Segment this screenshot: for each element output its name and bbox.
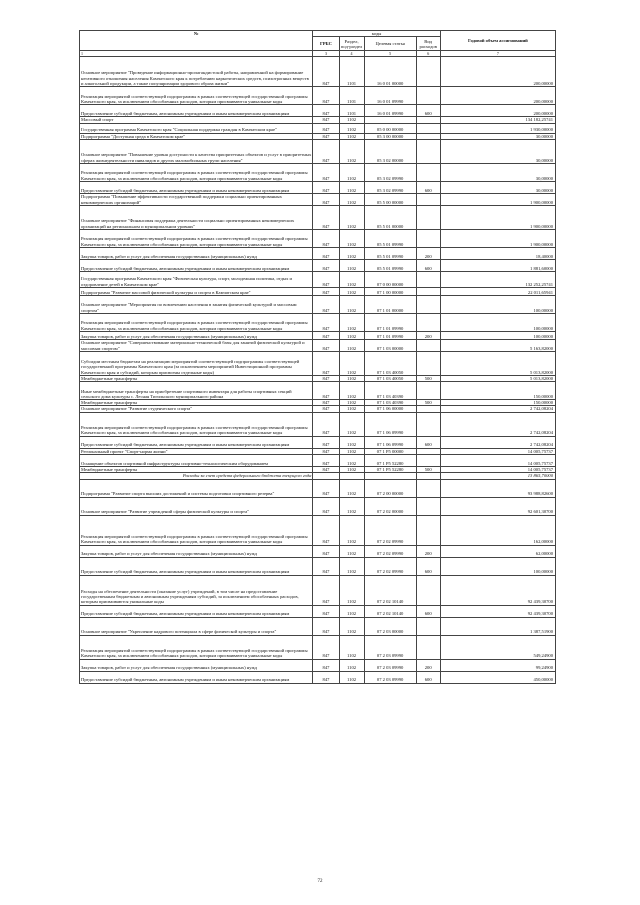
row-amount: 30,00000	[440, 163, 555, 181]
row-grbs: 847	[313, 659, 339, 671]
row-name: Государственная программа Камчатского края "Физическая культура, спорт, молодежная политика, отдых и оздоровление детей в Камчатском крае"	[80, 271, 313, 287]
table-row	[80, 139, 556, 163]
table-row	[80, 193, 556, 205]
row-target-article: 16 0 01 09990	[364, 105, 416, 117]
row-amount: 30,00000	[440, 139, 555, 163]
row-grbs: 847	[313, 193, 339, 205]
row-name: Закупка товаров, работ и услуг для обеспечения государственных (муниципальных) нужд	[80, 331, 313, 339]
row-grbs: 847	[313, 351, 339, 375]
row-grbs: 847	[313, 617, 339, 635]
table-row	[80, 436, 556, 448]
row-target-article: 07 2 02 09990	[364, 557, 416, 575]
row-grbs: 847	[313, 133, 339, 139]
row-target-article: 07 1 06 09990	[364, 412, 416, 436]
row-name: Реализация мероприятий соответствующей подпрограммы в рамках соответствующей государственной программы Камчатского края, за исключением обособленных расходов, которым присваиваются уникальные коды	[80, 229, 313, 247]
row-amount: 92 439,30700	[440, 605, 555, 617]
row-grbs: 847	[313, 123, 339, 133]
row-name: Подпрограмма "Доступная среда в Камчатском крае"	[80, 133, 313, 139]
row-target-article: 07 2 03 09990	[364, 659, 416, 671]
row-target-article: 16 0 01 00000	[364, 57, 416, 87]
row-grbs: 847	[313, 117, 339, 123]
row-name: Основное мероприятие "Укрепление кадрового потенциала в сфере физической культуры и спорта"	[80, 617, 313, 635]
row-grbs: 847	[313, 436, 339, 448]
row-section: 1102	[339, 193, 364, 205]
row-target-article: 07 1 06 09990	[364, 436, 416, 448]
row-section: 1102	[339, 635, 364, 659]
table-row	[80, 617, 556, 635]
row-section: 1102	[339, 133, 364, 139]
row-amount: 18,40000	[440, 247, 555, 259]
row-amount: 92 601,30700	[440, 497, 555, 515]
row-grbs: 847	[313, 497, 339, 515]
row-target-article: 07 2 03 09990	[364, 671, 416, 683]
row-name: Закупка товаров, работ и услуг для обеспечения государственных (муниципальных) нужд	[80, 247, 313, 259]
row-expense-type	[416, 339, 440, 351]
row-name: Основное мероприятие "Развитие студенческого спорта"	[80, 406, 313, 412]
row-amount: 132 252,25741	[440, 271, 555, 287]
row-target-article: 05 5 01 09990	[364, 259, 416, 271]
row-grbs: 847	[313, 205, 339, 229]
col-header-name: №	[80, 31, 313, 51]
row-section: 1102	[339, 295, 364, 313]
row-target-article: 07 1 06 00000	[364, 406, 416, 412]
row-name: Государственная программа Камчатского края "Социальная поддержка граждан в Камчатском крае"	[80, 123, 313, 133]
row-expense-type	[416, 57, 440, 87]
row-grbs: 847	[313, 259, 339, 271]
row-amount: 5 013,82000	[440, 351, 555, 375]
table-row	[80, 557, 556, 575]
row-expense-type	[416, 617, 440, 635]
row-target-article: 07 1 03 40050	[364, 375, 416, 381]
row-name: Массовый спорт	[80, 117, 313, 123]
row-grbs: 847	[313, 605, 339, 617]
row-target-article: 05 3 02 09990	[364, 163, 416, 181]
table-row	[80, 339, 556, 351]
row-section: 1102	[339, 479, 364, 497]
row-target-article: 07 2 02 09990	[364, 515, 416, 545]
row-section: 1102	[339, 139, 364, 163]
row-section: 1102	[339, 455, 364, 467]
row-name: Межбюджетные трансферты	[80, 467, 313, 473]
row-amount: 5 163,82000	[440, 339, 555, 351]
row-section: 1102	[339, 339, 364, 351]
row-grbs: 847	[313, 163, 339, 181]
row-target-article: 07 2 02 10140	[364, 605, 416, 617]
table-row	[80, 271, 556, 287]
row-grbs: 847	[313, 557, 339, 575]
row-name: Реализация мероприятий соответствующей подпрограммы в рамках соответствующей государственной программы Камчатского края, за исключением обособленных расходов, которым присваиваются уникальные коды	[80, 163, 313, 181]
row-expense-type: 600	[416, 671, 440, 683]
row-target-article: 07 1 01 09990	[364, 313, 416, 331]
row-expense-type	[416, 271, 440, 287]
table-row	[80, 259, 556, 271]
row-target-article: 05 3 00 00000	[364, 133, 416, 139]
row-grbs: 847	[313, 479, 339, 497]
row-amount: 1 930,00000	[440, 123, 555, 133]
row-section: 1101	[339, 87, 364, 105]
row-grbs: 847	[313, 87, 339, 105]
row-target-article: 07 1 P5 52280	[364, 467, 416, 473]
row-amount: 2 742,08204	[440, 412, 555, 436]
row-grbs: 847	[313, 455, 339, 467]
row-expense-type	[416, 412, 440, 436]
row-grbs: 847	[313, 287, 339, 295]
col-header-sum: Годовой объем ассигнований	[440, 31, 555, 51]
row-amount: 1 900,00000	[440, 193, 555, 205]
row-expense-type	[416, 479, 440, 497]
row-grbs: 847	[313, 375, 339, 381]
row-section: 1102	[339, 351, 364, 375]
row-name: Расходы на обеспечение деятельности (оказание услуг) учреждений, в том числе на предоставление государственным бюджетным и автономным учреждениям субсидий, за исключением обособленных расходов, которым присваиваются уникальные коды	[80, 575, 313, 605]
row-amount: 2 742,08204	[440, 406, 555, 412]
table-row	[80, 575, 556, 605]
row-section: 1102	[339, 375, 364, 381]
row-name: Основное мероприятие "Финансовая поддержка деятельности социально ориентированных некоммерческих организаций на региональном и муниципальном уровнях"	[80, 205, 313, 229]
row-expense-type	[416, 382, 440, 400]
row-expense-type	[416, 497, 440, 515]
row-expense-type	[416, 205, 440, 229]
row-name: Предоставление субсидий бюджетным, автономным учреждениям и иным некоммерческим организациям	[80, 436, 313, 448]
col-header-codes: коды	[313, 31, 440, 37]
row-grbs: 847	[313, 339, 339, 351]
row-expense-type	[416, 295, 440, 313]
row-section: 1102	[339, 331, 364, 339]
row-name: Реализация мероприятий соответствующей подпрограммы в рамках соответствующей государственной программы Камчатского края, за исключением обособленных расходов, которым присваиваются уникальные коды	[80, 313, 313, 331]
table-row	[80, 247, 556, 259]
col-header-rz: Раздел, под-раздел	[340, 38, 363, 49]
table-row	[80, 605, 556, 617]
row-amount: 13 865,70000	[440, 473, 555, 479]
row-section: 1102	[339, 271, 364, 287]
row-section: 1102	[339, 545, 364, 557]
row-expense-type	[416, 575, 440, 605]
row-section: 1102	[339, 515, 364, 545]
row-expense-type	[416, 229, 440, 247]
row-grbs: 847	[313, 57, 339, 87]
row-grbs: 847	[313, 406, 339, 412]
row-amount: 162,00000	[440, 515, 555, 545]
row-grbs: 847	[313, 515, 339, 545]
row-amount: 5 013,82000	[440, 375, 555, 381]
row-amount: 1 881,60000	[440, 259, 555, 271]
row-section: 1102	[339, 181, 364, 193]
row-section: 1102	[339, 400, 364, 406]
row-name: Основное мероприятие "Совершенствование материально-технической базы для занятий физической культурой и массовым спортом"	[80, 339, 313, 351]
row-target-article: 05 5 01 09990	[364, 229, 416, 247]
row-expense-type: 600	[416, 557, 440, 575]
row-target-article: 05 5 01 09990	[364, 247, 416, 259]
table-row	[80, 479, 556, 497]
row-target-article: 07 1 P5 52280	[364, 455, 416, 467]
row-target-article: 07 1 03 40390	[364, 400, 416, 406]
table-row	[80, 497, 556, 515]
table-row	[80, 313, 556, 331]
table-row	[80, 455, 556, 467]
row-amount: 450,00000	[440, 671, 555, 683]
row-amount: 30,00000	[440, 181, 555, 193]
row-grbs: 847	[313, 105, 339, 117]
row-target-article: 05 0 00 00000	[364, 123, 416, 133]
row-grbs: 847	[313, 448, 339, 454]
row-name: Межбюджетные трансферты	[80, 375, 313, 381]
row-name: Подпрограмма "Развитие массовой физической культуры и спорта в Камчатском крае"	[80, 287, 313, 295]
row-target-article: 05 3 02 00000	[364, 139, 416, 163]
row-name: Основное мероприятие "Проведение информационно-пропагандистской работы, направленной на формирование негативного отношения населения Камчатского края к потреблению наркотических средств, психотропных веществ и алкогольной продукции, а также популяризации здорового образа жизни"	[80, 57, 313, 87]
row-name: Основное мероприятие "Повышение уровня доступности к качества приоритетных объектов и услуг в приоритетных сферах жизнедеятельности инвалидов и других маломобильных групп населения"	[80, 139, 313, 163]
row-grbs: 847	[313, 295, 339, 313]
row-grbs: 847	[313, 400, 339, 406]
row-amount: 22 011,65941	[440, 287, 555, 295]
row-expense-type	[416, 351, 440, 375]
row-expense-type: 600	[416, 181, 440, 193]
row-grbs: 847	[313, 671, 339, 683]
row-name: Межбюджетные трансферты	[80, 400, 313, 406]
row-amount: 2 742,08204	[440, 436, 555, 448]
row-amount: 1 900,00000	[440, 229, 555, 247]
row-target-article: 05 5 00 00000	[364, 193, 416, 205]
row-grbs: 847	[313, 467, 339, 473]
row-section: 1102	[339, 247, 364, 259]
row-amount: 100,00000	[440, 557, 555, 575]
row-target-article: 07 0 00 00000	[364, 271, 416, 287]
row-name: Закупка товаров, работ и услуг для обеспечения государственных (муниципальных) нужд	[80, 659, 313, 671]
row-expense-type: 500	[416, 467, 440, 473]
row-section: 1102	[339, 436, 364, 448]
row-expense-type	[416, 87, 440, 105]
row-expense-type: 200	[416, 545, 440, 557]
row-name: Реализация мероприятий соответствующей подпрограммы в рамках соответствующей государственной программы Камчатского края, за исключением обособленных расходов, которым присваиваются уникальные коды	[80, 412, 313, 436]
row-grbs: 847	[313, 331, 339, 339]
budget-table	[79, 30, 556, 684]
row-amount: 549,24900	[440, 635, 555, 659]
table-row	[80, 181, 556, 193]
col-index: 7	[440, 51, 555, 57]
row-amount: 200,00000	[440, 87, 555, 105]
row-target-article: 07 2 03 09990	[364, 635, 416, 659]
row-amount: 200,00000	[440, 105, 555, 117]
row-grbs: 847	[313, 247, 339, 259]
table-row	[80, 57, 556, 87]
row-name: Иные межбюджетные трансферты на приобретение спортивного инвентаря для работы спортивных секций сельского дома культуры с. Лесная Тигильского муниципального района	[80, 382, 313, 400]
table-row	[80, 123, 556, 133]
row-name: Подпрограмма "Развитие спорта высших достижений и системы подготовки спортивного резерва"	[80, 479, 313, 497]
row-grbs: 847	[313, 382, 339, 400]
table-row	[80, 287, 556, 295]
row-expense-type	[416, 123, 440, 133]
row-expense-type: 500	[416, 400, 440, 406]
row-grbs: 847	[313, 635, 339, 659]
table-row	[80, 105, 556, 117]
row-amount: 1 900,00000	[440, 205, 555, 229]
row-target-article: 07 2 02 09990	[364, 545, 416, 557]
row-amount: 134 182,25741	[440, 117, 555, 123]
row-section: 1102	[339, 382, 364, 400]
table-row	[80, 659, 556, 671]
row-expense-type: 200	[416, 659, 440, 671]
row-grbs: 847	[313, 412, 339, 436]
table-row	[80, 331, 556, 339]
row-name: Предоставление субсидий бюджетным, автономным учреждениям и иным некоммерческим организациям	[80, 671, 313, 683]
row-name: Региональный проект "Спорт-норма жизни"	[80, 448, 313, 454]
row-section: 1102	[339, 406, 364, 412]
row-name: Предоставление субсидий бюджетным, автономным учреждениям и иным некоммерческим организациям	[80, 181, 313, 193]
row-grbs: 847	[313, 575, 339, 605]
row-name: Оснащение объектов спортивной инфраструктуры спортивно-технологическим оборудованием	[80, 455, 313, 467]
row-amount: 150,00000	[440, 382, 555, 400]
table-row	[80, 412, 556, 436]
row-target-article: 07 1 01 09990	[364, 331, 416, 339]
col-index: 1	[80, 51, 313, 57]
row-section: 1102	[339, 605, 364, 617]
row-section: 1102	[339, 617, 364, 635]
table-row	[80, 229, 556, 247]
col-header-cs: Целевая статья	[364, 37, 416, 51]
table-row	[80, 545, 556, 557]
row-target-article: 07 1 00 00000	[364, 287, 416, 295]
col-header-vr: Вид расходов	[416, 37, 440, 51]
row-section: 1102	[339, 229, 364, 247]
table-row	[80, 163, 556, 181]
row-grbs: 847	[313, 545, 339, 557]
row-target-article: 07 2 00 00000	[364, 479, 416, 497]
row-section: 1102	[339, 659, 364, 671]
row-section: 1102	[339, 287, 364, 295]
table-row	[80, 515, 556, 545]
row-name: Основное мероприятие "Развитие учреждений сферы физической культуры и спорта"	[80, 497, 313, 515]
row-target-article: 07 2 02 00000	[364, 497, 416, 515]
row-target-article: 07 1 03 40050	[364, 351, 416, 375]
row-name: Реализация мероприятий соответствующей подпрограммы в рамках соответствующей государственной программы Камчатского края, за исключением обособленных расходов, которым присваиваются уникальные коды	[80, 87, 313, 105]
row-expense-type	[416, 193, 440, 205]
row-amount: 200,00000	[440, 57, 555, 87]
row-section: 1102	[339, 671, 364, 683]
row-grbs: 847	[313, 271, 339, 287]
row-target-article: 07 1 P5 00000	[364, 448, 416, 454]
row-expense-type	[416, 139, 440, 163]
row-target-article: 07 2 02 10140	[364, 575, 416, 605]
row-name: Закупка товаров, работ и услуг для обеспечения государственных (муниципальных) нужд	[80, 545, 313, 557]
row-name: Предоставление субсидий бюджетным, автономным учреждениям и иным некоммерческим организациям	[80, 605, 313, 617]
row-section: 1102	[339, 313, 364, 331]
row-section: 1102	[339, 117, 364, 123]
row-amount: 14 005,75737	[440, 467, 555, 473]
row-target-article: 05 3 02 09990	[364, 181, 416, 193]
row-expense-type: 600	[416, 259, 440, 271]
row-target-article: 07 1 01 00000	[364, 295, 416, 313]
row-name: Предоставление субсидий бюджетным, автономным учреждениям и иным некоммерческим организациям	[80, 105, 313, 117]
row-amount: 92 439,30700	[440, 575, 555, 605]
row-expense-type	[416, 455, 440, 467]
row-expense-type: 500	[416, 375, 440, 381]
row-amount: 100,00000	[440, 295, 555, 313]
row-amount: 14 005,75737	[440, 448, 555, 454]
col-index: 6	[416, 51, 440, 57]
table-row	[80, 87, 556, 105]
row-grbs: 847	[313, 139, 339, 163]
row-section: 1102	[339, 123, 364, 133]
row-amount: 93 988,82600	[440, 479, 555, 497]
table-row	[80, 671, 556, 683]
row-grbs: 847	[313, 181, 339, 193]
col-header-grbs: ГРБС	[313, 37, 339, 51]
row-target-article: 05 5 01 00000	[364, 205, 416, 229]
row-name: Предоставление субсидий бюджетным, автономным учреждениям и иным некоммерческим организациям	[80, 557, 313, 575]
row-name: Подпрограмма "Повышение эффективности государственной поддержки социально ориентированных некоммерческих организаций"	[80, 193, 313, 205]
row-expense-type	[416, 313, 440, 331]
row-section: 1101	[339, 57, 364, 87]
row-name: Реализация мероприятий соответствующей подпрограммы в рамках соответствующей государственной программы Камчатского края, за исключением обособленных расходов, которым присваиваются уникальные коды	[80, 515, 313, 545]
row-amount: 1 387,51900	[440, 617, 555, 635]
row-section: 1101	[339, 105, 364, 117]
row-amount: 99,24900	[440, 659, 555, 671]
row-name: Реализация мероприятий соответствующей подпрограммы в рамках соответствующей государственной программы Камчатского края, за исключением обособленных расходов, которым присваиваются уникальные коды	[80, 635, 313, 659]
row-expense-type: 200	[416, 331, 440, 339]
table-row	[80, 351, 556, 375]
row-section: 1102	[339, 163, 364, 181]
row-section: 1102	[339, 205, 364, 229]
col-index: 4	[339, 51, 364, 57]
row-target-article: 07 1 03 40390	[364, 382, 416, 400]
row-amount: 30,00000	[440, 133, 555, 139]
row-expense-type	[416, 635, 440, 659]
row-name: Расходы за счет средств федерального бюджета текущего года	[80, 473, 313, 479]
col-index: 3	[313, 51, 339, 57]
row-amount: 150,00000	[440, 400, 555, 406]
row-section: 1102	[339, 575, 364, 605]
row-expense-type	[416, 515, 440, 545]
row-amount: 100,00000	[440, 331, 555, 339]
row-expense-type	[416, 163, 440, 181]
row-grbs: 847	[313, 313, 339, 331]
row-grbs: 847	[313, 229, 339, 247]
row-section: 1102	[339, 412, 364, 436]
col-index: 5	[364, 51, 416, 57]
row-target-article: 07 1 03 00000	[364, 339, 416, 351]
row-amount: 62,00000	[440, 545, 555, 557]
table-row	[80, 635, 556, 659]
row-section: 1102	[339, 448, 364, 454]
row-section: 1102	[339, 497, 364, 515]
row-target-article: 16 0 01 09990	[364, 87, 416, 105]
row-expense-type	[416, 287, 440, 295]
row-name: Основное мероприятие "Мероприятия по вовлечению населения в занятия физической культурой и массовым спортом"	[80, 295, 313, 313]
row-name: Субсидии местным бюджетам на реализацию мероприятий соответствующей подпрограммы соответствующей государственной программы Камчатского края (за исключением мероприятий Инвестиционной программы Камчатского края и субсидий, которым присвоены отдельные коды)	[80, 351, 313, 375]
row-expense-type: 600	[416, 436, 440, 448]
row-name: Предоставление субсидий бюджетным, автономным учреждениям и иным некоммерческим организациям	[80, 259, 313, 271]
row-section: 1102	[339, 467, 364, 473]
row-amount: 14 005,75737	[440, 455, 555, 467]
row-target-article: 07 2 03 00000	[364, 617, 416, 635]
row-expense-type: 200	[416, 247, 440, 259]
table-row	[80, 205, 556, 229]
table-row	[80, 295, 556, 313]
row-section: 1102	[339, 259, 364, 271]
row-section: 1102	[339, 557, 364, 575]
page-number: 72	[317, 879, 323, 884]
row-expense-type: 600	[416, 605, 440, 617]
table-row	[80, 382, 556, 400]
row-expense-type: 600	[416, 105, 440, 117]
row-amount: 100,00000	[440, 313, 555, 331]
